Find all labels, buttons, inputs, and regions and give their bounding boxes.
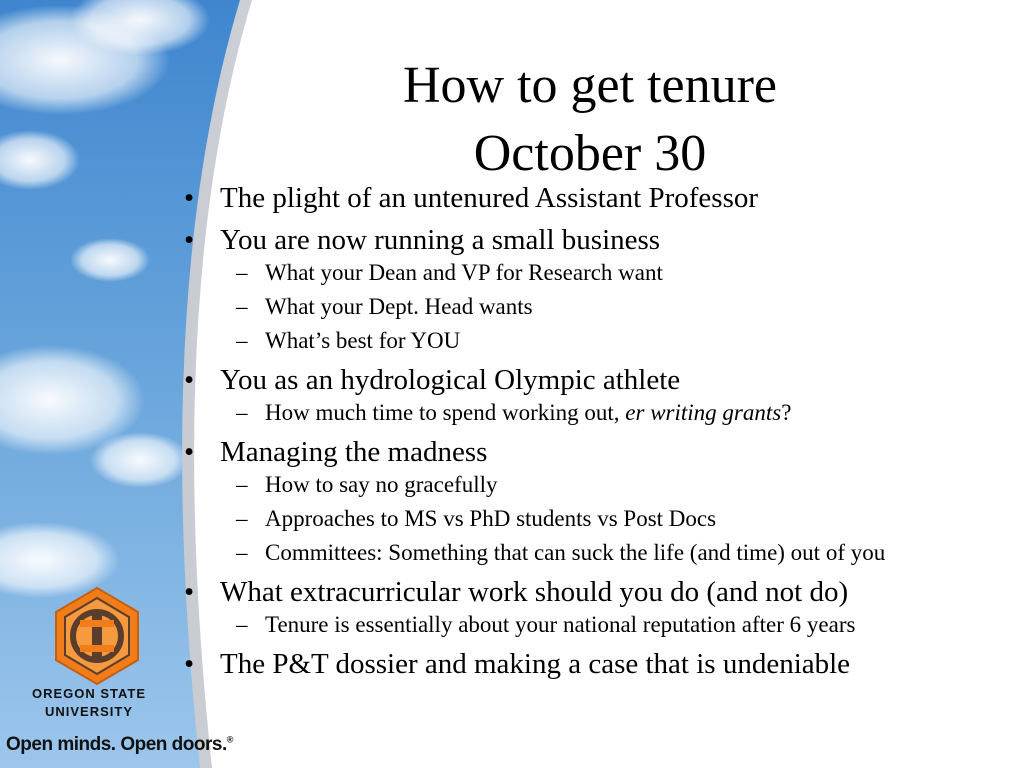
sub-bullet-item	[220, 294, 1012, 320]
sub-bullet-text: What your Dean and VP for Research want	[265, 260, 663, 285]
sub-bullet-item	[220, 328, 1012, 354]
bullet-icon: •	[184, 576, 195, 608]
sub-bullet-text: Approaches to MS vs PhD students vs Post Docs	[265, 506, 717, 531]
bullet-text: You are now running a small business	[220, 224, 661, 256]
sub-bullet-item	[220, 540, 1012, 566]
bullet-icon: •	[184, 648, 195, 680]
bullet-text: The plight of an untenured Assistant Professor	[220, 182, 759, 214]
bullet-text: Managing the madness	[220, 436, 488, 468]
sub-bullet-item	[220, 260, 1012, 286]
university-name-line2: UNIVERSITY	[44, 704, 133, 719]
sub-bullet-text: Tenure is essentially about your national reputation after 6 years	[265, 612, 856, 637]
bullet-item	[182, 362, 1012, 426]
dash-icon: –	[236, 400, 248, 425]
bullet-text: The P&T dossier and making a case that is undeniable	[220, 648, 851, 680]
sub-bullet-text-italic: er writing grants	[625, 400, 782, 425]
sub-bullet-text: How to say no gracefully	[265, 472, 498, 497]
bullet-item	[182, 574, 1012, 638]
sub-bullet-list	[220, 400, 1012, 426]
sub-bullet-text: What’s best for YOU	[265, 328, 461, 353]
bullet-item	[182, 222, 1012, 354]
bullet-icon: •	[184, 436, 195, 468]
bullet-item	[182, 180, 1012, 216]
university-name-line1: OREGON STATE	[31, 686, 147, 701]
dash-icon: –	[236, 506, 248, 531]
sub-bullet-list	[220, 260, 1012, 354]
bullet-icon: •	[184, 364, 195, 396]
sub-bullet-item	[220, 506, 1012, 532]
bullet-list	[182, 180, 1012, 682]
bullet-icon: •	[184, 224, 195, 256]
sub-bullet-text	[265, 400, 791, 425]
sub-bullet-list	[220, 612, 1012, 638]
sub-bullet-text-end: ?	[781, 400, 792, 425]
trademark-mark: ®	[226, 734, 233, 745]
logo-bar-top	[80, 620, 114, 627]
dash-icon: –	[236, 540, 248, 565]
logo-bar-bottom	[80, 645, 114, 652]
sub-bullet-item	[220, 612, 1012, 638]
tagline-text: Open minds. Open doors.	[6, 734, 227, 755]
bullet-icon: •	[184, 182, 195, 214]
dash-icon: –	[236, 294, 248, 319]
slide-title-line2: October 30	[473, 125, 707, 182]
bullet-item	[182, 646, 1012, 682]
dash-icon: –	[236, 328, 248, 353]
sub-bullet-text: Committees: Something that can suck the life (and time) out of you	[265, 540, 886, 565]
sub-bullet-list	[220, 472, 1012, 566]
slide-title-line1: How to get tenure	[402, 57, 777, 114]
bullet-item	[182, 434, 1012, 566]
bullet-text: You as an hydrological Olympic athlete	[220, 364, 681, 396]
sub-bullet-item	[220, 400, 1012, 426]
bullet-text: What extracurricular work should you do (and not do)	[220, 576, 849, 608]
slide-body	[182, 180, 1012, 688]
tagline	[6, 734, 233, 756]
sub-bullet-item	[220, 472, 1012, 498]
dash-icon: –	[236, 472, 248, 497]
dash-icon: –	[236, 612, 248, 637]
sub-bullet-text: What your Dept. Head wants	[265, 294, 533, 319]
sub-bullet-text-plain: How much time to spend working out,	[265, 400, 626, 425]
dash-icon: –	[236, 260, 248, 285]
slide-title	[240, 52, 940, 188]
